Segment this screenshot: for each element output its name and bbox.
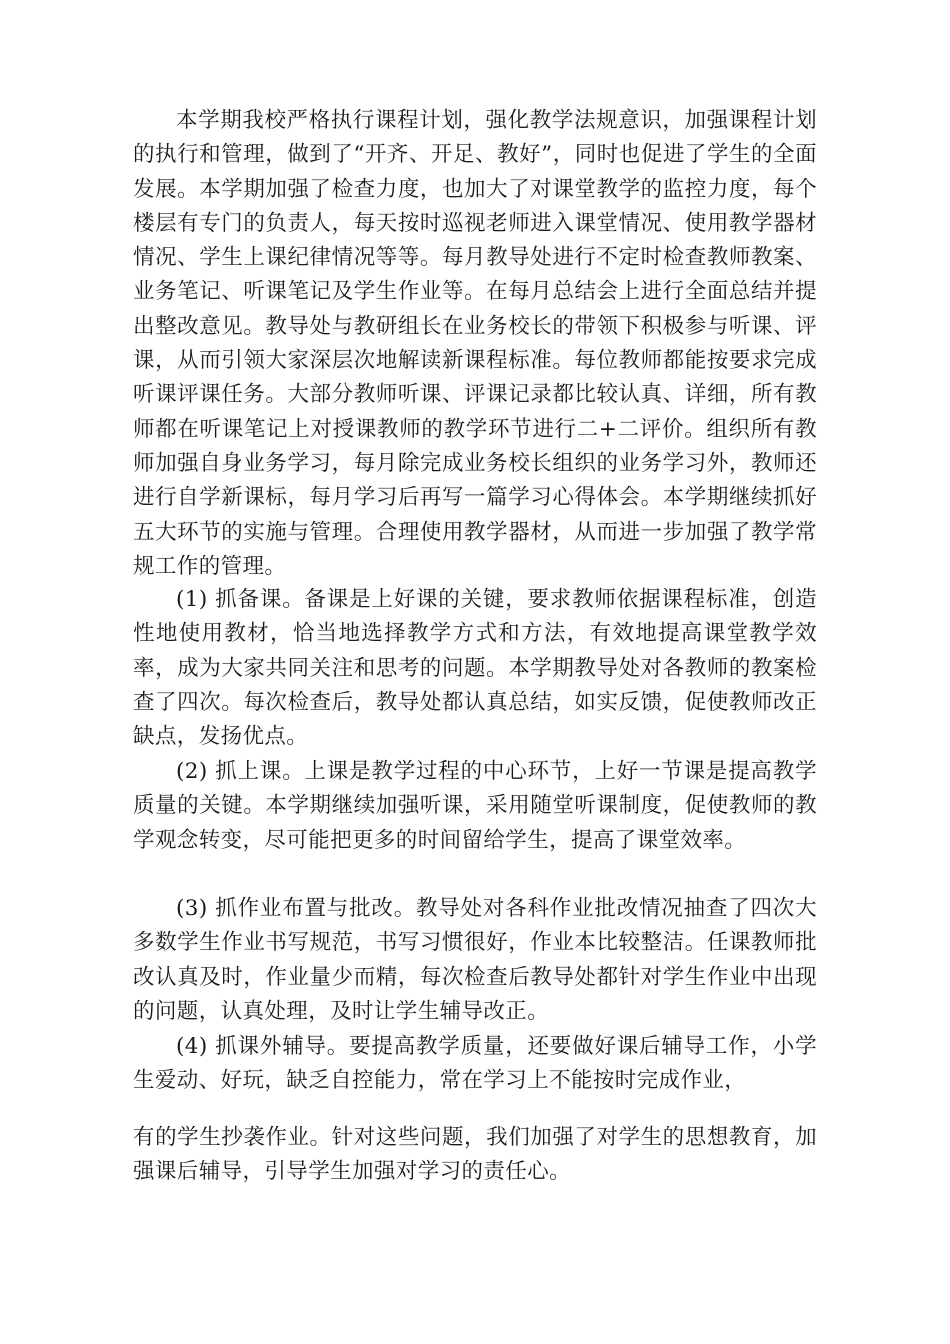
paragraph-homework: (3) 抓作业布置与批改。教导处对各科作业批改情况抽查了四次大多数学生作业书写规范，书写习惯很好，作业本比较整洁。任课教师批改认真及时，作业量少而精，每次检查后教导处都针对学生作业中出现的问题，认真处理，及时让学生辅导改正。 bbox=[133, 896, 817, 1024]
paragraph-teaching: (2) 抓上课。上课是教学过程的中心环节，上好一节课是提高教学质量的关键。本学期继续加强听课，采用随堂听课制度，促使教师的教学观念转变，尽可能把更多的时间留给学生，提高了课堂效率。 bbox=[133, 759, 817, 853]
paragraph-intro: 本学期我校严格执行课程计划，强化教学法规意识，加强课程计划的执行和管理，做到了“开齐、开足、教好”，同时也促进了学生的全面发展。本学期加强了检查力度，也加大了对课堂教学的监控力度，每个楼层有专门的负责人，每天按时巡视老师进入课堂情况、使用教学器材情况、学生上课纪律情况等等。每月教导处进行不定时检查教师教案、业务笔记、听课笔记及学生作业等。在每月总结会上进行全面总结并提出整改意见。教导处与教研组长在业务校长的带领下积极参与听课、评课，从而引领大家深层次地解读新课程标准。每位教师都能按要求完成听课评课任务。大部分教师听课、评课记录都比较认真、详细，所有教师都在听课笔记上对授课教师的教学环节进行二+二评价。组织所有教师加强自身业务学习，每月除完成业务校长组织的业务学习外，教师还进行自学新课标，每月学习后再写一篇学习心得体会。本学期继续抓好五大环节的实施与管理。合理使用教学器材，从而进一步加强了教学常规工作的管理。 bbox=[133, 108, 817, 579]
paragraph-tutoring-continued: 有的学生抄袭作业。针对这些问题，我们加强了对学生的思想教育，加强课后辅导，引导学生加强对学习的责任心。 bbox=[133, 1125, 817, 1185]
paragraph-lesson-preparation: (1) 抓备课。备课是上好课的关键，要求教师依据课程标准，创造性地使用教材，恰当地选择教学方式和方法，有效地提高课堂教学效率，成为大家共同关注和思考的问题。本学期教导处对各教师的教案检查了四次。每次检查后，教导处都认真总结，如实反馈，促使教师改正缺点，发扬优点。 bbox=[133, 587, 817, 750]
paragraph-tutoring: (4) 抓课外辅导。要提高教学质量，还要做好课后辅导工作，小学生爱动、好玩，缺乏自控能力，常在学习上不能按时完成作业， bbox=[133, 1034, 817, 1094]
